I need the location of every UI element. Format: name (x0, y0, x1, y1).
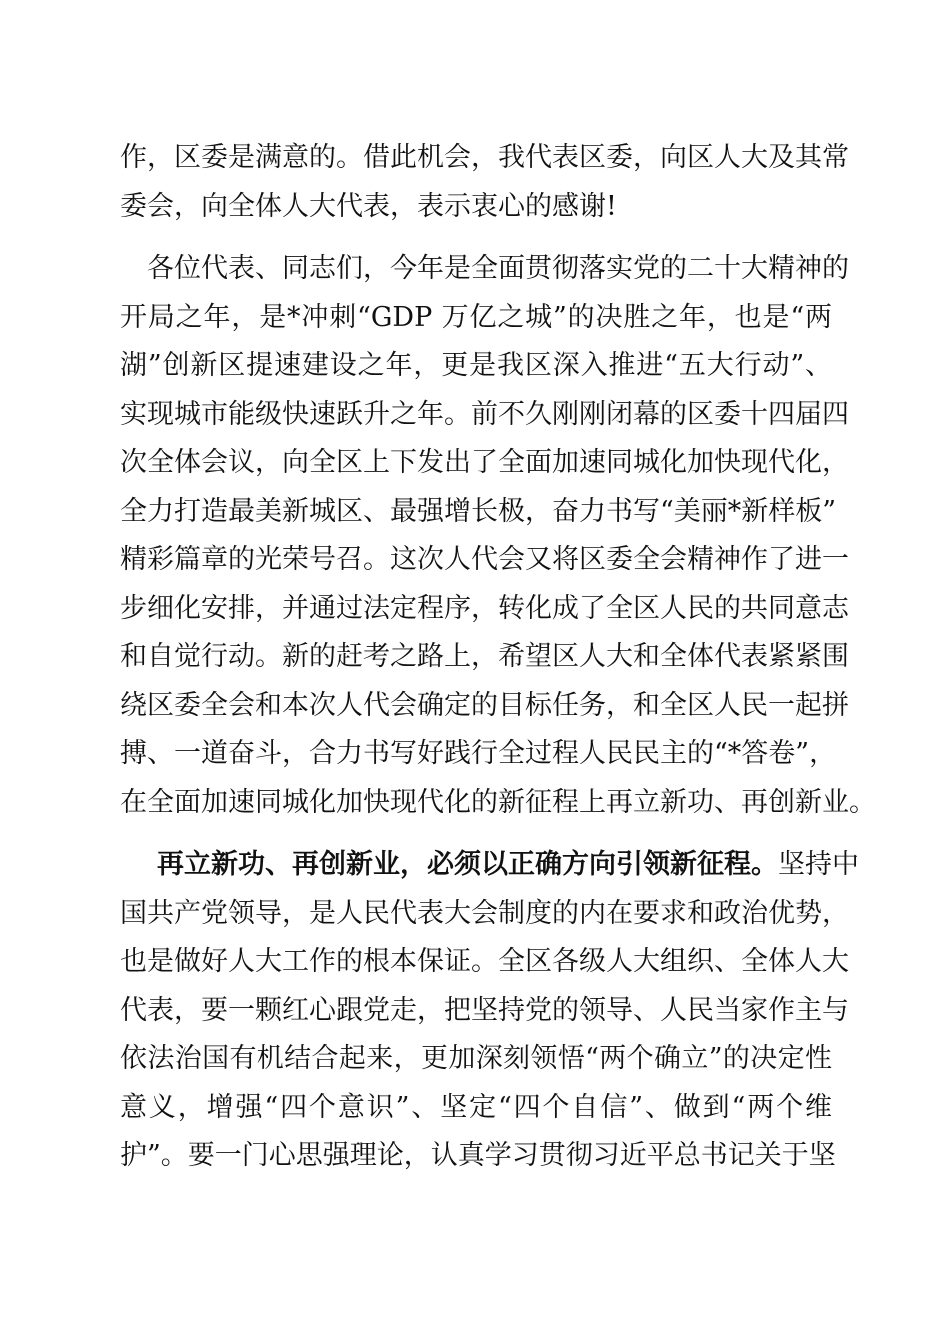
text-line (120, 841, 859, 890)
text-line: 搏、一道奋斗，合力书写好践行全过程人民民主的“*答卷”， (120, 738, 837, 769)
text-line: 护”。要一门心思强理论，认真学习贯彻习近平总书记关于坚 (120, 1140, 836, 1171)
text-line: 湖”创新区提速建设之年，更是我区深入推进“五大行动”、 (120, 350, 832, 381)
document-page (120, 134, 876, 1181)
paragraph-2 (120, 245, 876, 827)
text-line: 国共产党领导，是人民代表大会制度的内在要求和政治优势， (120, 897, 849, 929)
text-line: 各位代表、同志们，今年是全面贯彻落实党的二十大精神的 (147, 253, 849, 284)
text-run: 坚持中 (778, 849, 859, 880)
text-line: 在全面加速同城化加快现代化的新征程上再立新功、再创新业。 (120, 786, 876, 818)
text-line: 次全体会议，向全区上下发出了全面加速同城化加快现代化， (120, 447, 849, 478)
text-line: 开局之年，是*冲刺“GDP 万亿之城”的决胜之年，也是“两 (120, 301, 832, 333)
text-line: 委会，向全体人大代表，表示衷心的感谢! (120, 190, 617, 222)
text-line: 代表，要一颗红心跟党走，把坚持党的领导、人民当家作主与 (120, 994, 849, 1026)
text-line: 意义，增强“四个意识”、坚定“四个自信”、做到“两个维 (120, 1091, 832, 1123)
text-line: 绕区委全会和本次人代会确定的目标任务，和全区人民一起拼 (120, 689, 849, 721)
text-line: 依法治国有机结合起来，更加深刻领悟“两个确立”的决定性 (120, 1043, 832, 1074)
text-line: 实现城市能级快速跃升之年。前不久刚刚闭幕的区委十四届四 (120, 398, 849, 430)
text-line: 步细化安排，并通过法定程序，转化成了全区人民的共同意志 (120, 592, 849, 624)
text-line: 也是做好人大工作的根本保证。全区各级人大组织、全体人大 (120, 946, 849, 977)
text-line: 和自觉行动。新的赶考之路上，希望区人大和全体代表紧紧围 (120, 641, 849, 672)
paragraph-heading: 再立新功、再创新业，必须以正确方向引领新征程。 (157, 849, 778, 880)
paragraph-3 (120, 841, 859, 1181)
text-line: 全力打造最美新城区、最强增长极，奋力书写“美丽*新样板” (120, 495, 837, 527)
text-line: 精彩篇章的光荣号召。这次人代会又将区委全会精神作了进一 (120, 544, 849, 575)
text-line: 作，区委是满意的。借此机会，我代表区委，向区人大及其常 (120, 142, 849, 173)
paragraph-1 (120, 134, 849, 231)
